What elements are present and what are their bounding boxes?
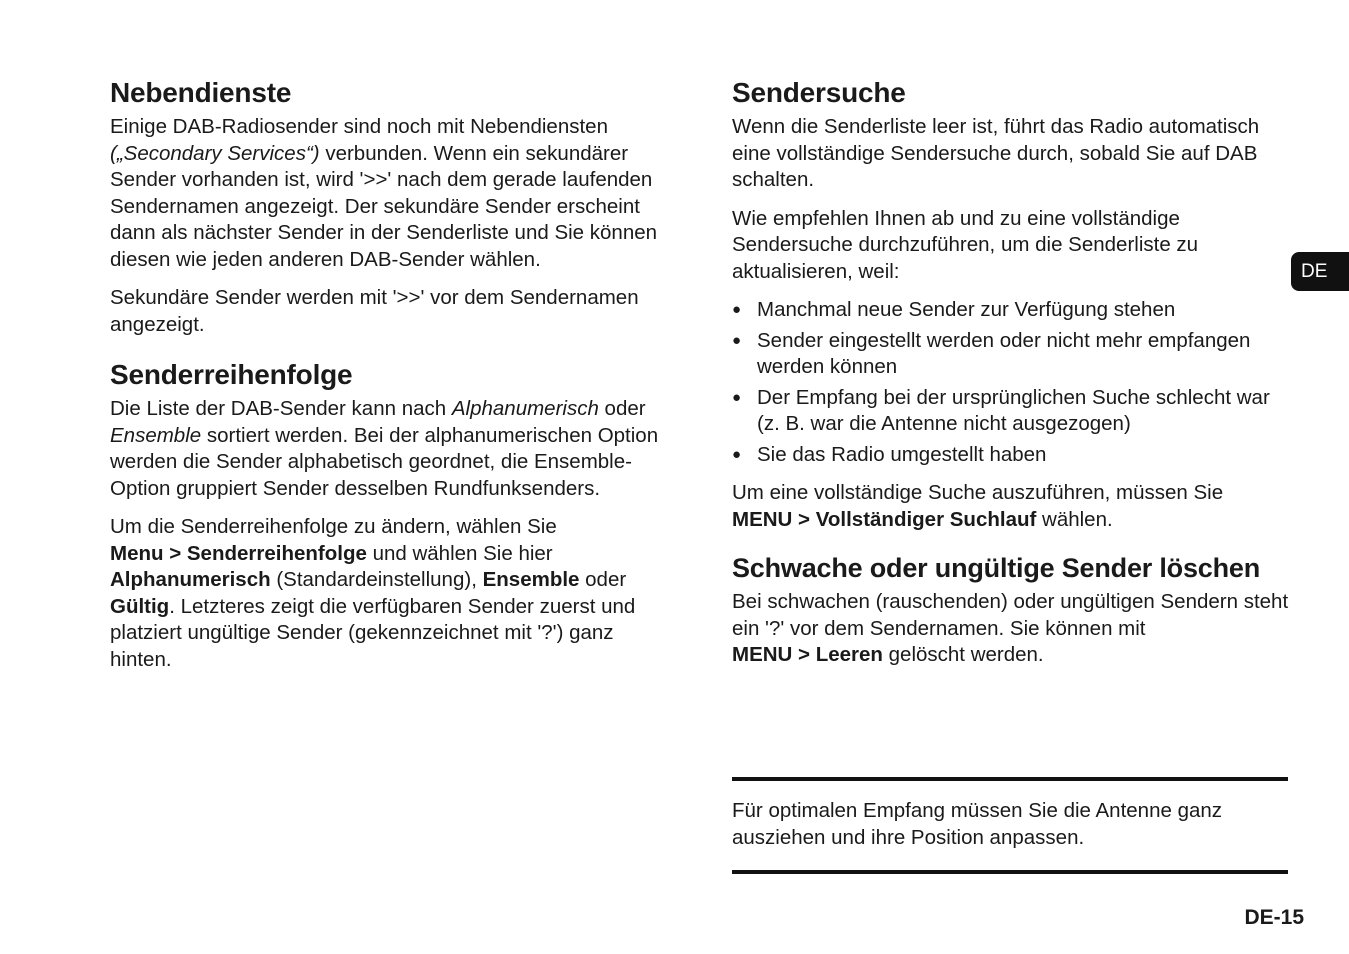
sendersuche-paragraph-1: Wenn die Senderliste leer ist, führt das Radio automatisch eine vollständige Sendersuche durch, sobald Sie auf DAB schalten. [732, 115, 1260, 191]
list-item: ● Manchmal neue Sender zur Verfügung stehen [732, 297, 1292, 324]
sendersuche-bullet-list [732, 297, 1292, 468]
list-item: ● Sender eingestellt werden oder nicht mehr empfangen werden können [732, 328, 1292, 381]
nebendienste-paragraph-1: Einige DAB-Radiosender sind noch mit Nebendiensten („Secondary Services“) verbunden. Wenn ein sekundärer Sender vorhanden ist, wird '>>' nach dem gerade laufenden Sendernamen angezeigt. Der sekundäre Sender erscheint dann als nächster Sender in der Senderliste und Sie können diesen wie jeden anderen DAB-Sender wählen. [110, 115, 658, 271]
list-item: ● Sie das Radio umgestellt haben [732, 442, 1292, 469]
nebendienste-paragraph-2: Sekundäre Sender werden mit '>>' vor dem Sendernamen angezeigt. [110, 286, 639, 336]
section-sendersuche [732, 76, 1292, 533]
section-nebendienste [110, 76, 670, 338]
senderreihenfolge-paragraph-2: Um die Senderreihenfolge zu ändern, wählen Sie Menu > Senderreihenfolge und wählen Sie hier Alphanumerisch (Standardeinstellung), Ensemble oder Gültig. Letzteres zeigt die verfügbaren Sender zuerst und platziert ungültige Sender (gekennzeichnet mit '?') ganz hinten. [110, 515, 636, 671]
senderreihenfolge-paragraph-1: Die Liste der DAB-Sender kann nach Alphanumerisch oder Ensemble sortiert werden. Bei der alphanumerischen Option werden die Sender alphabetisch geordnet, die Ensemble-Option gruppiert Sender desselben Rundfunksenders. [110, 397, 659, 500]
heading-sendersuche: Sendersuche [732, 77, 906, 108]
right-column [732, 76, 1292, 681]
heading-schwache-sender: Schwache oder ungültige Sender löschen [732, 553, 1261, 583]
left-column [110, 76, 670, 685]
schwache-paragraph: Bei schwachen (rauschenden) oder ungültigen Sendern steht ein '?' vor dem Sendernamen. Sie können mit MENU > Leeren gelöscht werden. [732, 590, 1289, 666]
page-number: DE-15 [1244, 906, 1304, 929]
language-tab: DE [1291, 252, 1349, 291]
sendersuche-paragraph-2: Wie empfehlen Ihnen ab und zu eine vollständige Sendersuche durchzuführen, um die Senderliste zu aktualisieren, weil: [732, 206, 1199, 283]
section-senderreihenfolge [110, 358, 670, 673]
note-box [732, 777, 1288, 874]
heading-senderreihenfolge: Senderreihenfolge [110, 359, 353, 390]
section-schwache-sender [732, 551, 1292, 669]
sendersuche-paragraph-3: Um eine vollständige Suche auszuführen, müssen Sie MENU > Vollständiger Suchlauf wählen. [732, 481, 1224, 531]
note-text: Für optimalen Empfang müssen Sie die Antenne ganz ausziehen und ihre Position anpassen. [732, 799, 1223, 849]
heading-nebendienste: Nebendienste [110, 77, 292, 108]
list-item: ● Der Empfang bei der ursprünglichen Suche schlecht war (z. B. war die Antenne nicht ausgezogen) [732, 385, 1292, 438]
